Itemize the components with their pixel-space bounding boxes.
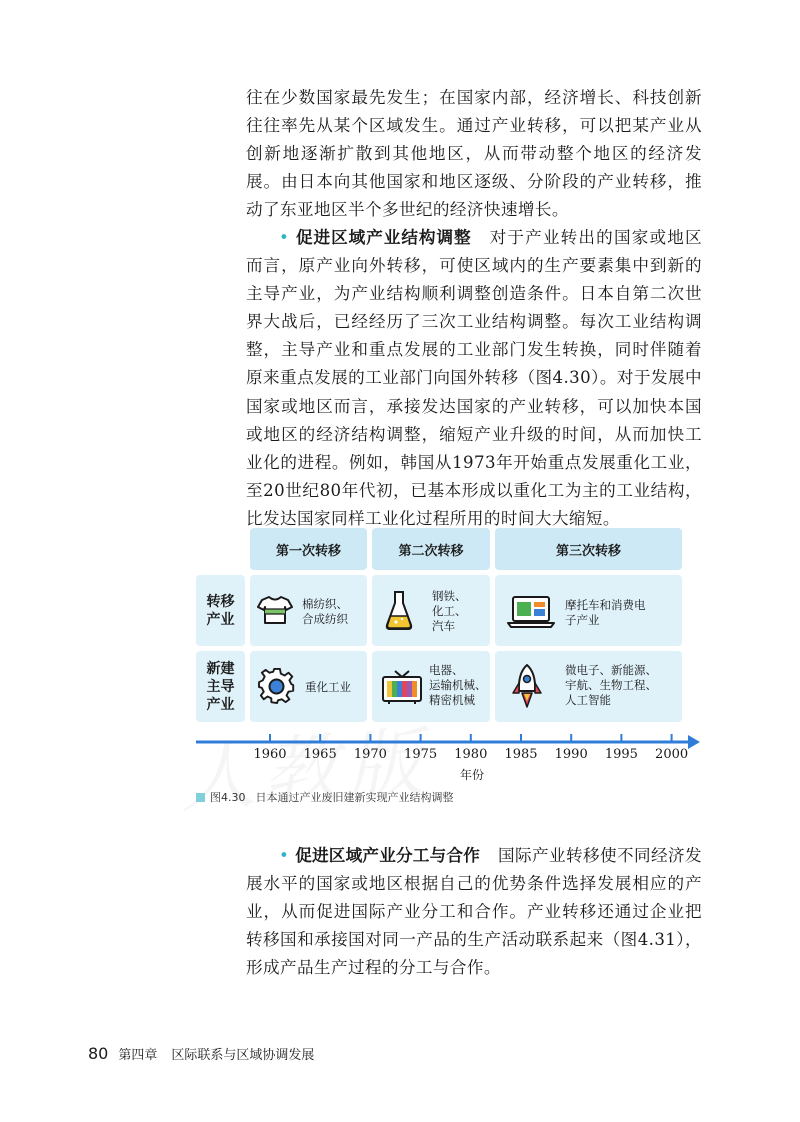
axis-tick-label-1995: 1995 [604,747,638,762]
axis-tick-label-1965: 1965 [303,747,337,762]
axis-tick-label-2000: 2000 [655,747,689,762]
axis-tick-label-1970: 1970 [353,747,387,762]
axis-title: 年份 [460,768,485,782]
axis-tick-label-1990: 1990 [554,747,588,762]
header-third-transfer: 第三次转移 [495,528,682,570]
flask-icon [384,589,414,631]
gear-icon [258,668,296,706]
cell-transfer-2 [372,575,490,646]
cell-transfer-2-label: 钢铁、 化工、 汽车 [432,589,467,633]
tv-icon [381,669,423,705]
header-first-transfer: 第一次转移 [250,528,367,570]
axis-ticks [270,734,672,742]
chapter-title: 区际联系与区域协调发展 [171,1048,315,1063]
paragraph-2-body: 对于产业转出的国家或地区而言，原产业向外转移，可使区域内的生产要素集中到新的主导产业，为产业结构顺利调整创造条件。日本自第二次世界大战后，已经经历了三次工业结构调整。每次工业结构调整，主导产业和重点发展的工业部门发生转换，同时伴随着原来重点发展的工业部门向国外转移（图4.30）。对于发展中国家或地区而言，承接发达国家的产业转移，可以加快本国或地区的经济结构调整，缩短产业升级的时间，从而加快工业化的进程。例如，韩国从1973年开始重点发展重化工业，至20世纪80年代初，已基本形成以重化工为主的工业结构，比发达国家同样工业化过程所用的时间大大缩短。 [246,228,702,528]
cell-transfer-1 [250,575,367,646]
cell-new-3 [495,651,682,722]
cell-new-1 [250,651,367,722]
caption-number: 图4.30 [210,791,246,804]
cell-transfer-3-label: 摩托车和消费电 子产业 [565,598,646,627]
paragraph-3-body: 国际产业转移使不同经济发展水平的国家或地区根据自己的优势条件选择发展相应的产业，从而促进国际产业分工和合作。产业转移还通过企业把转移国和承接国对同一产品的生产活动联系起来（图4.31），形成产品生产过程的分工与合作。 [246,846,702,978]
axis-arrow-icon [688,735,700,749]
page-footer [88,1044,314,1063]
row-label-new: 新建 主导 产业 [196,651,245,722]
cell-new-1-label: 重化工业 [305,680,351,694]
paragraph-1: 往在少数国家最先发生；在国家内部，经济增长、科技创新往往率先从某个区域发生。通过产业转移，可以把某产业从创新地逐渐扩散到其他地区，从而带动整个地区的经济发展。由日本向其他国家和地区逐级、分阶段的产业转移，推动了东亚地区半个多世纪的经济快速增长。 [246,88,702,220]
laptop-icon [507,595,555,629]
axis-tick-label-1980: 1980 [454,747,488,762]
chapter-number: 第四章 [118,1048,158,1063]
axis-tick-label-1960: 1960 [253,747,287,762]
caption-text: 日本通过产业废旧建新实现产业结构调整 [255,791,454,804]
cell-new-2 [372,651,490,722]
shirt-icon [257,595,293,625]
caption-square-icon [196,793,205,802]
header-second-transfer: 第二次转移 [372,528,490,570]
figure-caption [196,789,454,805]
bullet-icon: • [279,228,290,247]
cell-new-2-label: 电器、 运输机械、 精密机械 [429,663,487,707]
cell-transfer-3 [495,575,682,646]
paragraph-2 [246,224,702,533]
paragraph-2-heading: 促进区域产业结构调整 [295,228,472,247]
page-number: 80 [88,1044,109,1063]
axis-tick-label-1975: 1975 [404,747,438,762]
cell-transfer-1-label: 棉纺织、 合成纺织 [302,597,348,626]
rocket-icon [511,663,543,711]
bullet-icon: • [279,846,290,865]
paragraph-3-heading: 促进区域产业分工与合作 [295,846,480,865]
axis-tick-label-1985: 1985 [504,747,538,762]
cell-new-3-label: 微电子、新能源、 宇航、生物工程、 人工智能 [565,663,657,707]
paragraph-3 [246,842,702,982]
row-label-transfer: 转移 产业 [196,575,245,646]
